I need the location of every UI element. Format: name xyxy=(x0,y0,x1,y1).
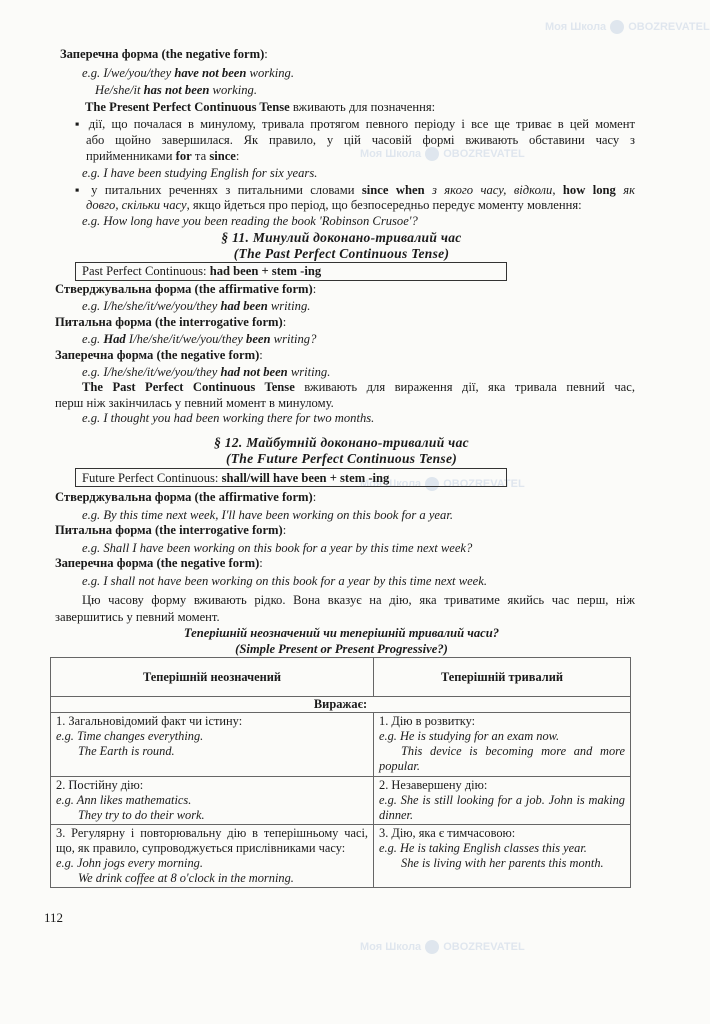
text-run: He/she/it xyxy=(95,83,144,97)
text-run: I/he/she/it/we/you/they xyxy=(125,332,247,346)
table-title: Теперішній неозначений чи теперішній тривалий часи? xyxy=(183,626,500,640)
emphasis-text: have not been xyxy=(174,66,247,80)
text-run: та xyxy=(191,149,210,163)
emphasis-text: The Past Perfect Continuous Tense xyxy=(82,380,295,394)
text-run: , якщо йдеться про період, що безпосередньо передує моменту мовлення: xyxy=(186,198,582,212)
table-cell xyxy=(374,713,631,777)
watermark-circle-icon xyxy=(425,940,439,954)
emphasis-text: Заперечна форма (the negative form) xyxy=(55,348,260,362)
emphasis-text: had been + stem -ing xyxy=(209,264,322,278)
emphasis-text: been xyxy=(246,332,271,346)
example-line xyxy=(82,166,317,181)
watermark-brand: OBOZREVATEL xyxy=(628,20,710,33)
bullet-text xyxy=(75,183,635,198)
watermark-circle-icon xyxy=(425,147,439,161)
cell-example: e.g. Ann likes mathematics. xyxy=(56,793,192,807)
cell-example: This device is becoming more and more popular. xyxy=(379,744,625,773)
example-line xyxy=(82,332,316,347)
text-run: перш ніж закінчилась у певний момент в минулому. xyxy=(55,396,334,410)
text-run: Future Perfect Continuous: xyxy=(82,471,222,485)
emphasis-text: Питальна форма (the interrogative form) xyxy=(55,315,283,329)
text-run: , xyxy=(552,183,563,197)
text-run: : xyxy=(259,348,263,362)
cell-example: The Earth is round. xyxy=(78,744,175,758)
text-run: вживають для позначення: xyxy=(289,100,436,114)
watermark-circle-icon xyxy=(610,20,624,34)
cell-example: e.g. John jogs every morning. xyxy=(56,856,203,870)
text-run: : xyxy=(264,47,268,61)
example-line xyxy=(82,66,294,81)
text-run: writing? xyxy=(270,332,317,346)
cell-label: 1. Дію в розвитку: xyxy=(379,714,476,728)
affirmative-form-heading xyxy=(55,490,316,505)
cell-example: e.g. He is taking English classes this year. xyxy=(379,841,587,855)
column-header-progressive: Теперішній тривалий xyxy=(374,658,631,697)
emphasis-text: Питальна форма (the interrogative form) xyxy=(55,523,283,537)
text-run: : xyxy=(312,490,317,504)
table-cell xyxy=(374,825,631,888)
watermark-brand: OBOZREVATEL xyxy=(443,477,525,490)
bullet-text xyxy=(86,149,239,164)
watermark-brand: OBOZREVATEL xyxy=(443,147,525,160)
comparison-table xyxy=(50,657,631,888)
watermark-school: Моя Школа xyxy=(360,940,422,953)
watermark-logo xyxy=(360,147,525,161)
usage-intro xyxy=(85,100,435,115)
cell-example: They try to do their work. xyxy=(78,808,205,822)
cell-example: e.g. He is studying for an exam now. xyxy=(379,729,560,743)
text-run: e.g. I shall not have been working on this book for a year by this time next week. xyxy=(82,574,488,588)
text-run: writing. xyxy=(267,299,311,313)
text-run: вживають для вираження дії, яка тривала певний час, xyxy=(294,380,635,394)
usage-text xyxy=(55,610,220,625)
section-subtitle: (The Past Perfect Continuous Tense) xyxy=(233,246,450,261)
emphasis-text: Had xyxy=(103,332,126,346)
table-header-row xyxy=(51,658,631,697)
cell-example: e.g. She is still looking for a job. John is making dinner. xyxy=(379,793,625,822)
page-number: 112 xyxy=(44,910,64,925)
emphasis-text: for xyxy=(175,149,192,163)
bullet-text xyxy=(86,198,582,213)
emphasis-text: shall/will have been + stem -ing xyxy=(221,471,390,485)
emphasis-text: Заперечна форма (the negative form) xyxy=(60,47,265,61)
text-run: або щойно завершилася. Як правило, у цій часовій формі вживають обставини часу з xyxy=(86,133,635,147)
table-row xyxy=(51,777,631,825)
cell-label: 1. Загальновідомий факт чи істину: xyxy=(56,714,243,728)
emphasis-text: since xyxy=(209,149,236,163)
text-run: e.g. I/he/she/it/we/you/they xyxy=(82,365,221,379)
text-run: Цю часову форму вживають рідко. Вона вказує на дію, яка триватиме якийсь час перш, ніж xyxy=(82,593,635,607)
text-run: довго, скільки часу xyxy=(86,198,187,212)
interrogative-form-heading xyxy=(55,315,286,330)
text-run: : xyxy=(259,556,263,570)
table-row xyxy=(51,825,631,888)
cell-example: She is living with her parents this month. xyxy=(401,856,604,870)
text-run: working. xyxy=(209,83,257,97)
section-title: § 11. Минулий доконано-тривалий час xyxy=(221,230,462,245)
text-run: ▪ дії, що почалася в минулому, тривала протягом певного періоду і все ще триває в цей момент xyxy=(75,117,635,131)
example-line xyxy=(82,299,310,314)
watermark-school: Моя Школа xyxy=(360,147,422,160)
formula-text xyxy=(82,471,389,486)
text-run: Past Perfect Continuous: xyxy=(82,264,210,278)
emphasis-text: has not been xyxy=(143,83,210,97)
example-line xyxy=(82,411,374,426)
negative-form-heading xyxy=(55,556,263,571)
text-run: прийменниками xyxy=(86,149,176,163)
example-line xyxy=(82,508,453,523)
cell-label: 3. Дію, яка є тимчасовою: xyxy=(379,826,516,840)
emphasis-text: since when xyxy=(361,183,425,197)
bullet-text xyxy=(75,117,635,132)
example-line xyxy=(95,83,257,98)
emphasis-text: had not been xyxy=(220,365,288,379)
text-run: writing. xyxy=(287,365,331,379)
usage-text xyxy=(82,380,635,395)
cell-label: 2. Незавершену дію: xyxy=(379,778,488,792)
formula-text xyxy=(82,264,321,279)
text-run: e.g. I thought you had been working there for two months. xyxy=(82,411,375,425)
table-cell xyxy=(51,713,374,777)
emphasis-text: Заперечна форма (the negative form) xyxy=(55,556,260,570)
text-run: як xyxy=(615,183,635,197)
section-title: § 12. Майбутній доконано-тривалий час xyxy=(214,435,469,450)
emphasis-text: Стверджувальна форма (the affirmative form) xyxy=(55,490,313,504)
text-run: working. xyxy=(246,66,294,80)
watermark-school: Моя Школа xyxy=(545,20,607,33)
text-run: : xyxy=(235,149,240,163)
text-run: ▪ у питальних реченнях з питальними словами xyxy=(75,183,362,197)
usage-text xyxy=(55,396,334,411)
text-run: e.g. I/we/you/they xyxy=(82,66,175,80)
example-line xyxy=(82,365,330,380)
table-subtitle: (Simple Present or Present Progressive?) xyxy=(235,642,448,656)
negative-form-heading xyxy=(55,348,263,363)
expresses-row: Виражає: xyxy=(51,697,631,713)
cell-label: 3. Регулярну і повторювальну дію в теперішньому часі, що, як правило, супроводжується прислівниками часу: xyxy=(56,826,368,855)
cell-label: 2. Постійну дію: xyxy=(56,778,144,792)
text-run: e.g. By this time next week, I'll have been working on this book for a year. xyxy=(82,508,453,522)
text-run: e.g. Shall I have been working on this book for a year by this time next week? xyxy=(82,541,473,555)
emphasis-text: how long xyxy=(562,183,616,197)
text-run: e.g. xyxy=(82,332,104,346)
affirmative-form-heading xyxy=(55,282,316,297)
section-subtitle: (The Future Perfect Continuous Tense) xyxy=(225,451,458,466)
example-line xyxy=(82,574,487,589)
cell-example: e.g. Time changes everything. xyxy=(56,729,204,743)
text-run: e.g. I/he/she/it/we/you/they xyxy=(82,299,221,313)
watermark-logo xyxy=(545,20,710,34)
emphasis-text: had been xyxy=(220,299,268,313)
text-run: : xyxy=(282,523,287,537)
table-cell xyxy=(51,825,374,888)
table-row xyxy=(51,713,631,777)
text-run: : xyxy=(312,282,317,296)
bullet-text xyxy=(86,133,635,148)
watermark-brand: OBOZREVATEL xyxy=(443,940,525,953)
example-line xyxy=(82,541,472,556)
text-run: e.g. I have been studying English for six years. xyxy=(82,166,318,180)
text-run: e.g. How long have you been reading the book 'Robinson Crusoe'? xyxy=(82,214,418,228)
text-run: з якого часу, відколи xyxy=(424,183,553,197)
watermark-logo xyxy=(360,940,525,954)
text-run: завершитись у певний момент. xyxy=(55,610,220,624)
column-header-simple: Теперішній неозначений xyxy=(51,658,374,697)
table-cell xyxy=(51,777,374,825)
watermark-school: Моя Школа xyxy=(360,477,422,490)
text-run: : xyxy=(282,315,287,329)
table-cell xyxy=(374,777,631,825)
emphasis-text: Стверджувальна форма (the affirmative form) xyxy=(55,282,313,296)
interrogative-form-heading xyxy=(55,523,286,538)
negative-form-heading xyxy=(60,47,268,62)
usage-text xyxy=(82,593,635,608)
cell-example: We drink coffee at 8 o'clock in the morning. xyxy=(78,871,294,885)
emphasis-text: The Present Perfect Continuous Tense xyxy=(85,100,290,114)
example-line xyxy=(82,214,418,229)
